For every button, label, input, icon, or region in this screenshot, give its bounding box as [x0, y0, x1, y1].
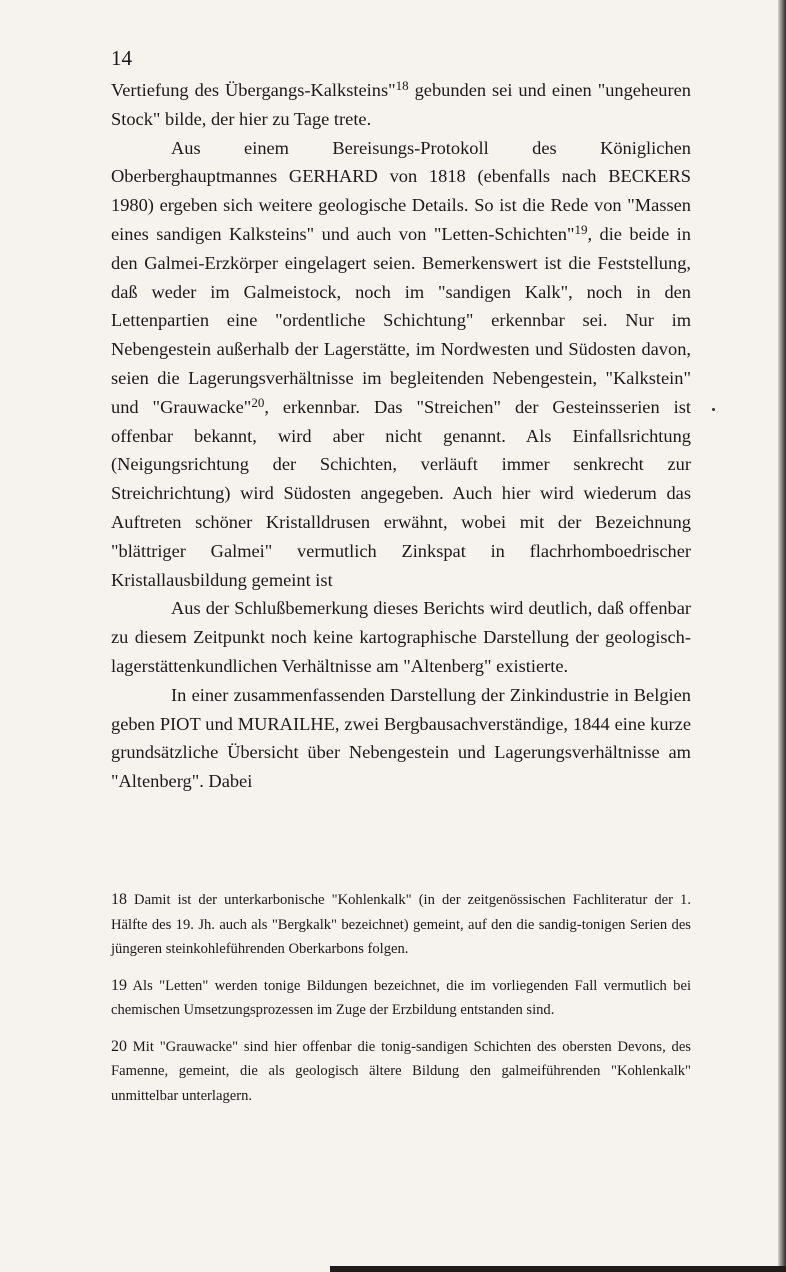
footnote-20	[111, 1035, 691, 1109]
text-run: gebunden sei und einen "ungeheuren Stock" bilde, der hier zu Tage trete.	[111, 80, 691, 129]
paragraph: In einer zusammenfassenden Darstellung der Zinkindustrie in Belgien geben PIOT und MURAILHE, zwei Bergbausachverständige, 1844 eine kurze grundsätzliche Übersicht über Nebengestein und Lagerungsverhältnisse am "Altenberg". Dabei	[111, 684, 691, 792]
footnotes	[111, 888, 691, 1120]
text-run: , die beide in den Galmei-Erzkörper eingelagert seien. Bemerkenswert ist die Feststellung, daß weder im Galmeistock, noch im "sandigen Kalk", noch in den Lettenpartien eine "ordentliche Schichtung" erkennbar sei. Nur im Nebengestein außerhalb der Lagerstätte, im Nordwesten und Südosten davon, seien die Lagerungsverhältnisse im begleitenden Nebengestein, "Kalkstein" und "Grauwacke"	[111, 223, 691, 417]
footnote-18	[111, 888, 691, 962]
text-run: Aus einem Bereisungs-Protokoll des Königlichen Oberberghauptmannes GERHARD von 1818 (ebenfalls nach BECKERS 1980) ergeben sich weitere geologische Details. So ist die Rede von "Massen eines sandigen Kalksteins" und auch von "Letten-Schichten"	[111, 137, 691, 244]
footnote-ref: 20	[251, 394, 265, 410]
footnote-ref: 18	[395, 78, 409, 94]
footnote-number: 18	[111, 891, 127, 908]
footnote-text: Als "Letten" werden tonige Bildungen bezeichnet, die im vorliegenden Fall vermutlich bei chemischen Umsetzungsprozessen im Zuge der Erzbildung entstanden sind.	[111, 977, 691, 1018]
page-bottom-edge	[330, 1266, 786, 1272]
footnote-number: 20	[111, 1037, 127, 1055]
footnote-text: Mit "Grauwacke" sind hier offenbar die tonig-sandigen Schichten des obersten Devons, des Famenne, gemeint, die als geologisch ältere Bildung den galmeiführenden "Kohlenkalk" unmittelbar unterlagern.	[111, 1038, 691, 1104]
footnote-number: 19	[111, 976, 127, 994]
paragraph: Aus der Schlußbemerkung dieses Berichts wird deutlich, daß offenbar zu diesem Zeitpunkt noch keine kartographische Darstellung der geologisch-lagerstättenkundlichen Verhältnisse am "Altenberg" existierte.	[111, 598, 691, 676]
footnote-ref: 19	[574, 222, 588, 238]
page-spine-shadow	[778, 0, 786, 1272]
ink-speck	[712, 408, 715, 411]
main-text	[111, 76, 691, 796]
paragraph	[111, 134, 691, 595]
footnote-text: Damit ist der unterkarbonische "Kohlenkalk" (in der zeitgenössischen Fachliteratur der 1. Hälfte des 19. Jh. auch als "Bergkalk" bezeichnet) gemeint, auf den die sandig-tonigen Serien des jüngeren steinkohleführenden Oberkarbons folgen.	[111, 892, 691, 957]
paragraph	[111, 76, 691, 134]
text-run: , erkennbar. Das "Streichen" der Gesteinsserien ist offenbar bekannt, wird aber nicht genannt. Als Einfallsrichtung (Neigungsrichtung der Schichten, verläuft immer senkrecht zur Streichrichtung) wird Südosten angegeben. Auch hier wird wiederum das Auftreten schöner Kristalldrusen erwähnt, wobei mit der Bezeichnung "blättriger Galmei" vermutlich Zinkspat in flachrhomboedrischer Kristallausbildung gemeint ist	[111, 396, 692, 590]
footnote-19	[111, 974, 691, 1023]
text-run: Vertiefung des Übergangs-Kalksteins"	[111, 80, 396, 100]
page-number: 14	[111, 46, 132, 70]
